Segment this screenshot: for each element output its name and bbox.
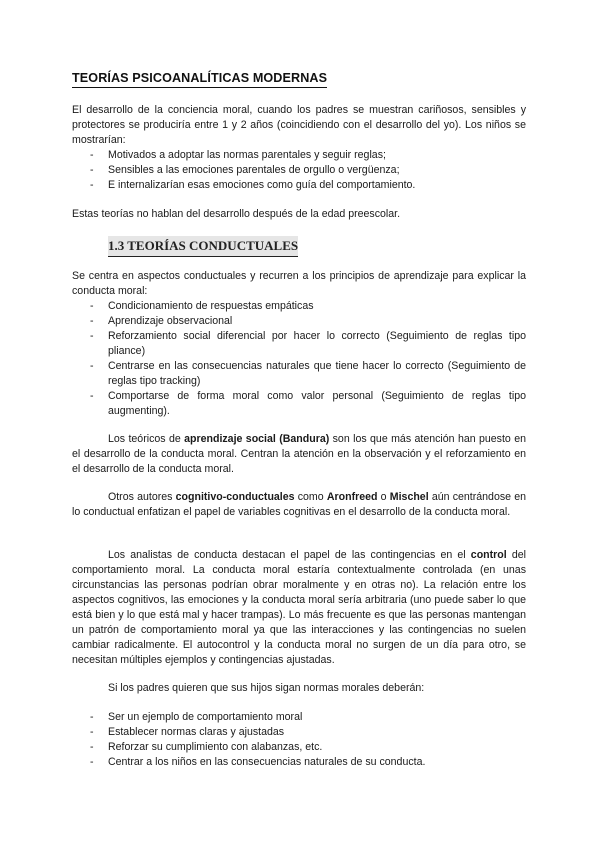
- bandura-block: [72, 432, 526, 477]
- conductuales-block: [72, 269, 526, 419]
- conductuales-intro: Se centra en aspectos conductuales y recurren a los principios de aprendizaje para explicar la conducta moral:: [72, 270, 526, 297]
- text-run: Los teóricos de: [108, 433, 185, 445]
- list-item: - E internalizarían esas emociones como guía del comportamiento.: [72, 178, 526, 193]
- list-item: - Comportarse de forma moral como valor personal (Seguimiento de reglas tipo augmenting).: [72, 389, 526, 419]
- list-item: - Sensibles a las emociones parentales de orgullo o vergüenza;: [72, 163, 526, 178]
- text-run: Los analistas de conducta destacan el papel de las contingencias en el: [108, 549, 471, 561]
- list-item: - Motivados a adoptar las normas parentales y seguir reglas;: [72, 148, 526, 163]
- cognitivo-term: cognitivo-conductuales: [175, 491, 295, 503]
- section-heading-conductuales: 1.3 TEORÍAS CONDUCTUALES: [108, 236, 298, 257]
- cognitivo-paragraph: [72, 490, 526, 520]
- mischel-term: Mischel: [389, 491, 429, 503]
- section-heading-psicoanaliticas: TEORÍAS PSICOANALÍTICAS MODERNAS: [72, 70, 327, 88]
- list-item: - Condicionamiento de respuestas empáticas: [72, 299, 526, 314]
- text-run: son los que más atención han puesto en el desarrollo de la conducta moral. Centran la atención en la observación y el reforzamiento en el desarrollo de la conducta moral.: [72, 433, 526, 475]
- psicoanaliticas-closing: Estas teorías no hablan del desarrollo después de la edad preescolar.: [72, 208, 401, 220]
- bandura-paragraph: [72, 432, 526, 477]
- padres-paragraph: Si los padres quieren que sus hijos sigan normas morales deberán:: [108, 682, 425, 694]
- padres-list: [72, 710, 526, 770]
- aronfreed-term: Aronfreed: [326, 491, 378, 503]
- control-term: control: [470, 549, 507, 561]
- text-run: aún centrándose en lo conductual enfatizan el papel de variables cognitivas en el desarrollo de la conducta moral.: [72, 491, 527, 518]
- analistas-block: [72, 548, 526, 668]
- list-item: - Reforzar su cumplimiento con alabanzas, etc.: [72, 740, 526, 755]
- text-run: Otros autores: [108, 491, 176, 503]
- cognitivo-block: [72, 490, 526, 520]
- bandura-term: aprendizaje social (Bandura): [184, 433, 330, 445]
- list-item: - Ser un ejemplo de comportamiento moral: [72, 710, 526, 725]
- text-run: o: [377, 491, 390, 503]
- text-run: del comportamiento moral. La conducta moral estaría contextualmente controlada (en unas circunstancias las personas podrían obrar moralmente y en otras no). La relación entre los aspectos cognitivos, las emociones y la conducta moral sería arbitraria (uno puede saber lo que está bien y lo que está mal y hacer trampas). Lo más frecuente es que las personas mantengan un patrón de comportamiento moral ya que las interacciones y las contingencias no suelen cambiar radicalmente. El autocontrol y la conducta moral no surgen de un día para otro, se necesitan múltiples ejemplos y contingencias ajustadas.: [72, 549, 526, 666]
- list-item: - Centrarse en las consecuencias naturales que tiene hacer lo correcto (Seguimiento de reglas tipo tracking): [72, 359, 526, 389]
- psicoanaliticas-paragraph: El desarrollo de la conciencia moral, cuando los padres se muestran cariñosos, sensibles y protectores se produciría entre 1 y 2 años (coincidiendo con el desarrollo del yo). Los niños se mostrarían:: [72, 104, 526, 146]
- list-item: - Establecer normas claras y ajustadas: [72, 725, 526, 740]
- padres-list-block: [72, 710, 526, 770]
- padres-block: [72, 681, 526, 696]
- list-item: - Centrar a los niños en las consecuencias naturales de su conducta.: [72, 755, 526, 770]
- list-item: - Aprendizaje observacional: [72, 314, 526, 329]
- psicoanaliticas-list: [72, 148, 526, 193]
- text-run: como: [294, 491, 327, 503]
- psicoanaliticas-block: [72, 103, 526, 193]
- analistas-paragraph: [72, 548, 526, 668]
- psicoanaliticas-closing-block: [72, 207, 526, 222]
- list-item: - Reforzamiento social diferencial por hacer lo correcto (Seguimiento de reglas tipo pliance): [72, 329, 526, 359]
- conductuales-list: [72, 299, 526, 419]
